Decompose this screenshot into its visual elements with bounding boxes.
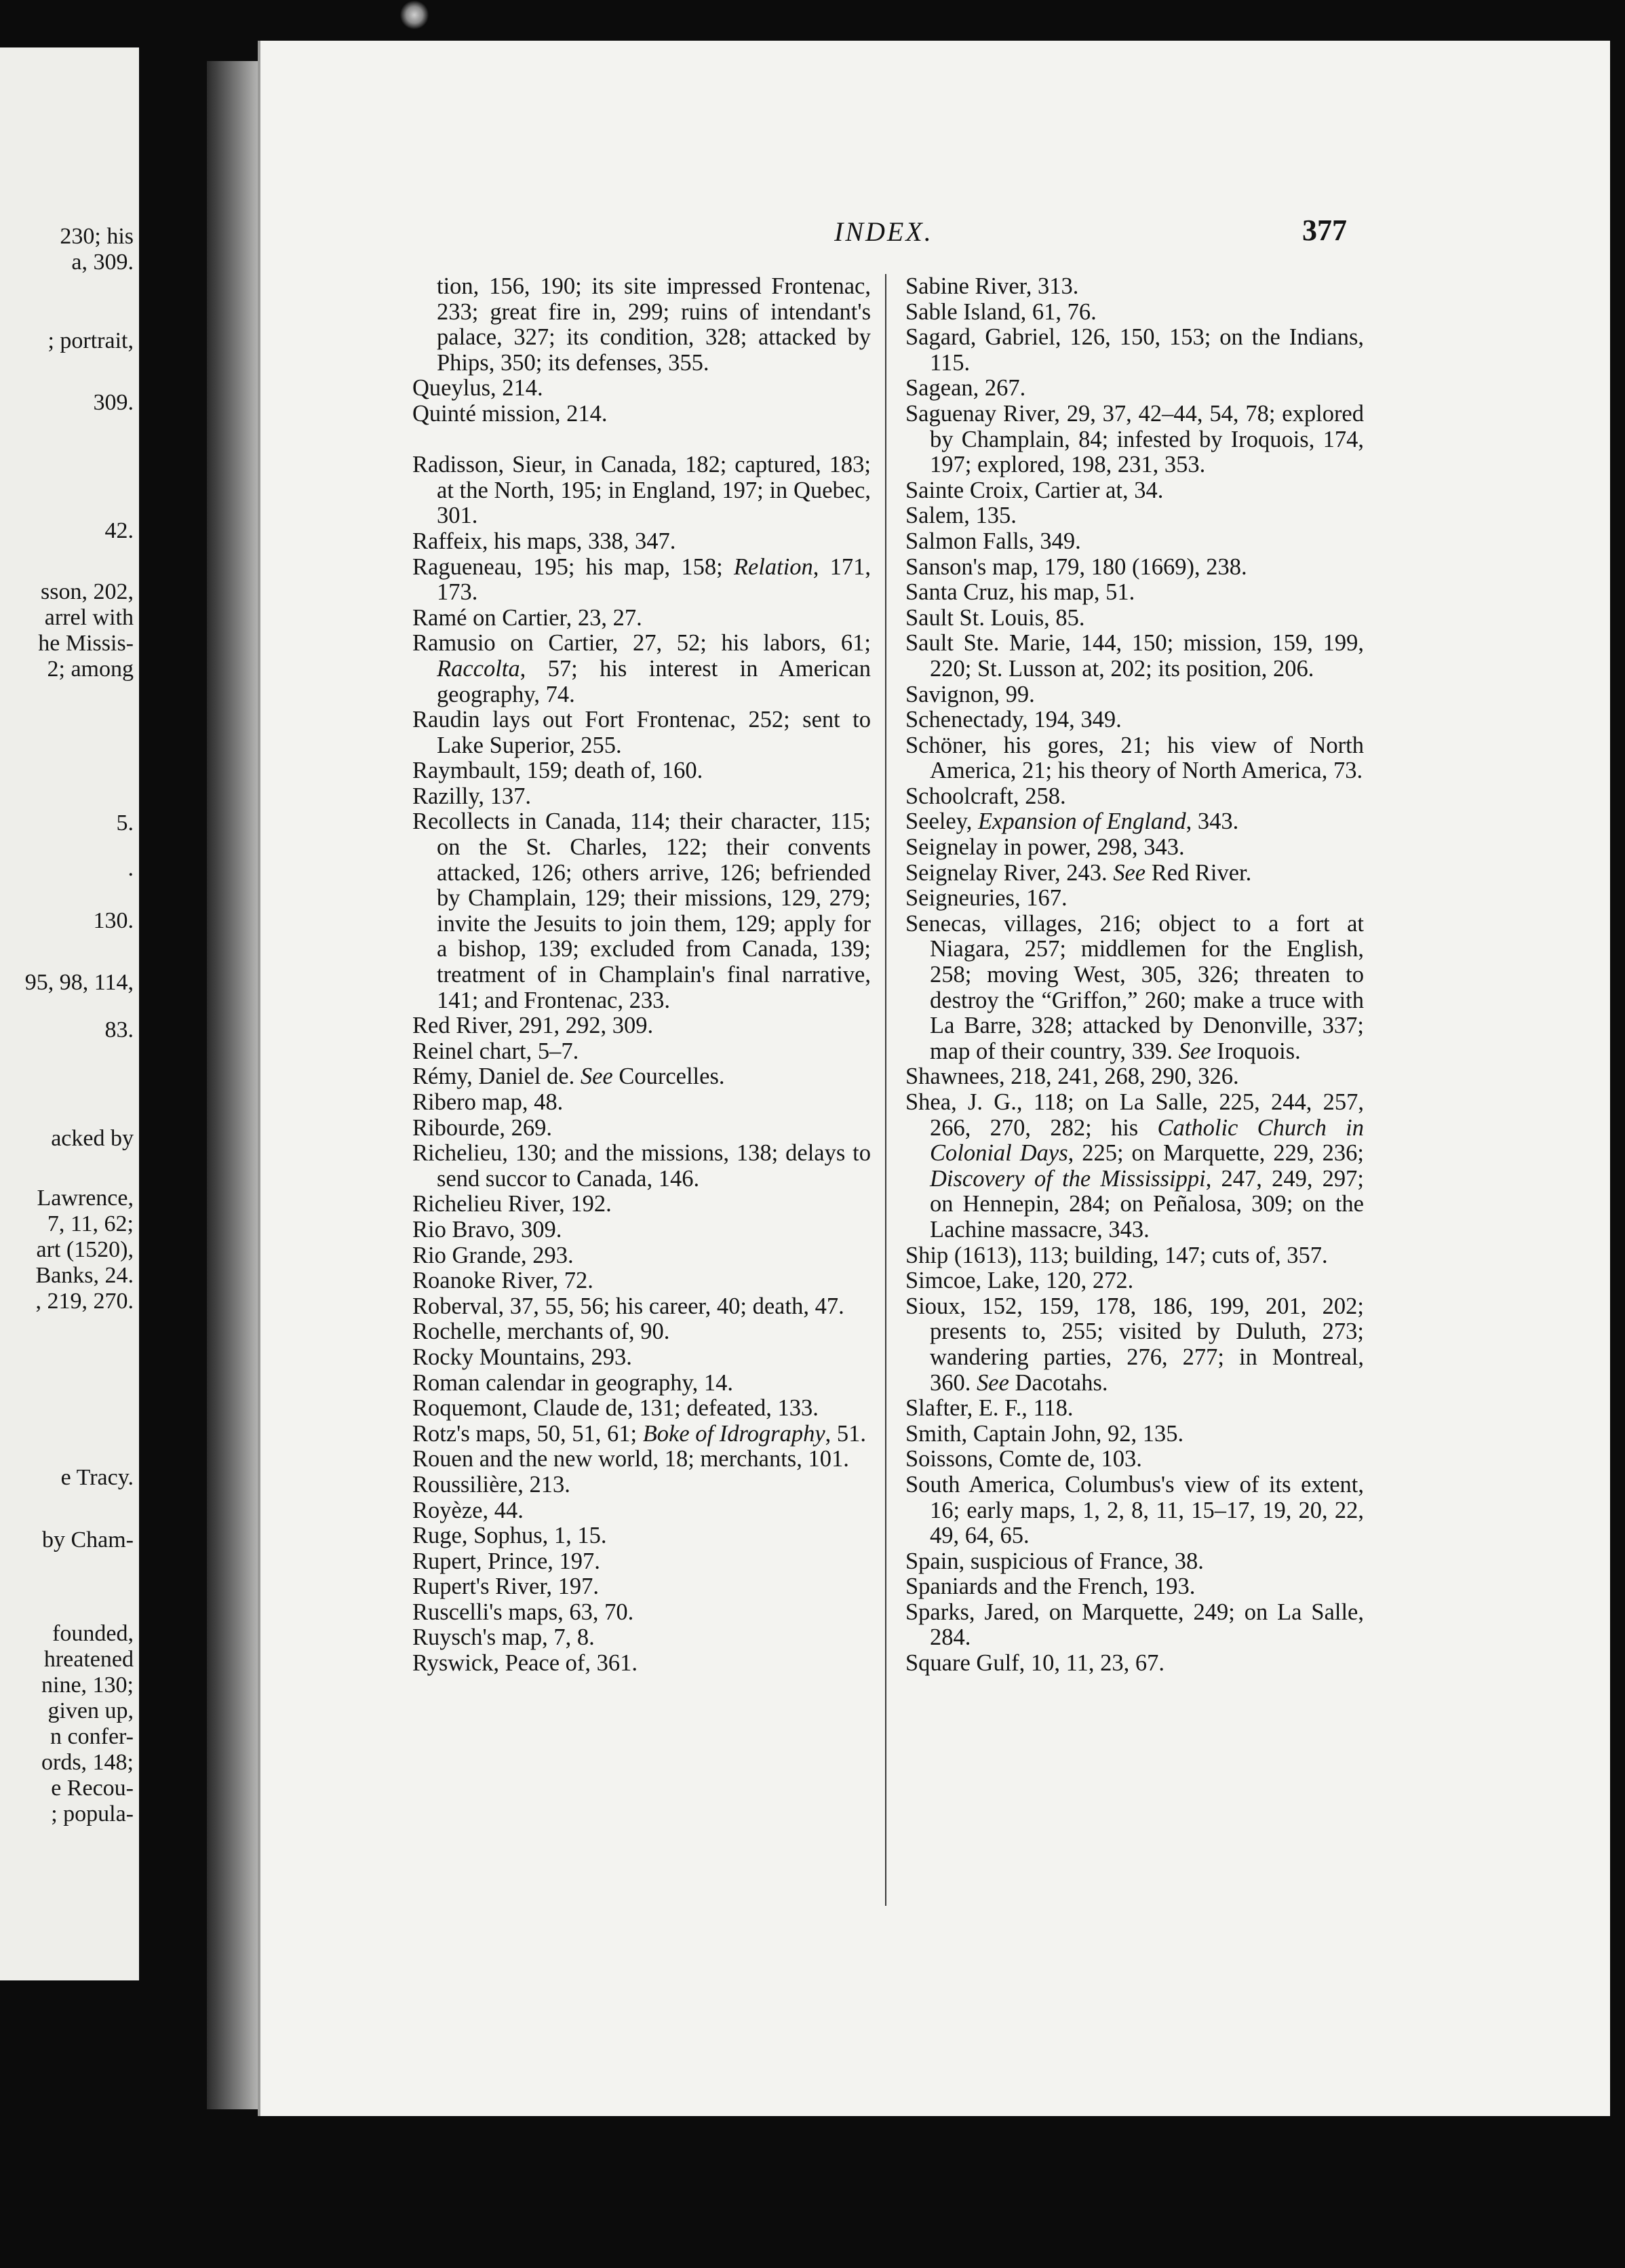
facing-page-fragment: he Missis- <box>38 631 134 656</box>
index-entry: Roanoke River, 72. <box>412 1268 593 1294</box>
index-entry: Schoolcraft, 258. <box>905 783 1066 809</box>
index-entry: Rouen and the new world, 18; merchants, 101. <box>412 1446 849 1472</box>
facing-page-fragment: 2; among <box>47 657 134 682</box>
index-entry: Sault Ste. Marie, 144, 150; mission, 159, 199, 220; St. Lusson at, 202; its position, 206. <box>905 630 1364 682</box>
dust-speck <box>400 0 429 30</box>
index-column-right <box>905 274 1364 1677</box>
index-entry: Salmon Falls, 349. <box>905 528 1081 554</box>
facing-page-fragment: ; popula- <box>51 1801 134 1826</box>
index-entry: Roquemont, Claude de, 131; defeated, 133. <box>412 1395 819 1422</box>
index-entry: Queylus, 214. <box>412 375 543 402</box>
facing-page-fragment: sson, 202, <box>41 579 134 604</box>
index-entry: Roberval, 37, 55, 56; his career, 40; death, 47. <box>412 1293 844 1319</box>
facing-page-fragment: 95, 98, 114, <box>24 970 134 995</box>
index-entry: Salem, 135. <box>905 503 1017 529</box>
facing-page-fragment: n confer- <box>50 1724 134 1749</box>
index-entry: Seignelay in power, 298, 343. <box>905 834 1185 861</box>
facing-page-fragment: . <box>128 856 134 881</box>
index-entry: Rocky Mountains, 293. <box>412 1344 632 1370</box>
index-entry: Sagean, 267. <box>905 375 1026 402</box>
index-entry: Seignelay River, 243. See Red River. <box>905 859 1252 886</box>
index-entry: Radisson, Sieur, in Canada, 182; captured, 183; at the North, 195; in England, 197; in Quebec, 301. <box>412 452 871 529</box>
index-entry: Roman calendar in geography, 14. <box>412 1369 733 1396</box>
index-entry: Spain, suspicious of France, 38. <box>905 1548 1204 1574</box>
index-entry: Ruge, Sophus, 1, 15. <box>412 1523 607 1549</box>
facing-page-fragment: e Recou- <box>51 1776 134 1801</box>
index-entry: Razilly, 137. <box>412 783 532 809</box>
index-entry: Sable Island, 61, 76. <box>905 298 1097 325</box>
index-entry: Ramusio on Cartier, 27, 52; his labors, 61; Raccolta, 57; his interest in American geography, 74. <box>412 630 871 707</box>
index-entry: Ribero map, 48. <box>412 1089 564 1115</box>
index-entry: Sagard, Gabriel, 126, 150, 153; on the Indians, 115. <box>905 324 1364 376</box>
facing-page-fragment: 83. <box>104 1017 134 1042</box>
index-entry: Ryswick, Peace of, 361. <box>412 1650 638 1677</box>
facing-page-fragment: art (1520), <box>36 1237 134 1262</box>
index-entry: Reinel chart, 5–7. <box>412 1038 579 1064</box>
index-entry: Roussilière, 213. <box>412 1471 570 1498</box>
index-column-left <box>412 274 871 1677</box>
facing-page-fragment: 7, 11, 62; <box>47 1211 134 1236</box>
index-entry: Shawnees, 218, 241, 268, 290, 326. <box>905 1063 1239 1090</box>
index-entry: Richelieu River, 192. <box>412 1191 612 1217</box>
facing-page-fragment: Lawrence, <box>37 1186 134 1211</box>
index-entry: Recollects in Canada, 114; their character, 115; on the St. Charles, 122; their convents attacked, 126; others arrive, 126; befriended by Champlain, 129; their missions, 129, 279; invite the Jesuits to join them, 129; apply for a bishop, 139; excluded from Canada, 139; treatment of in Champlain's final narrative, 141; and Frontenac, 233. <box>412 808 871 1013</box>
running-head: INDEX. <box>834 216 933 247</box>
index-entry: Square Gulf, 10, 11, 23, 67. <box>905 1650 1165 1677</box>
index-entry: Senecas, villages, 216; object to a fort at Niagara, 257; middlemen for the English, 258; moving West, 305, 326; threaten to destroy the “Griffon,” 260; make a truce with La Barre, 328; attacked by Denonville, 337; map of their country, 339. See Iroquois. <box>905 910 1364 1064</box>
index-entry: Ruscelli's maps, 63, 70. <box>412 1599 634 1625</box>
page-number: 377 <box>1302 214 1347 247</box>
index-entry: Rupert, Prince, 197. <box>412 1548 600 1574</box>
index-entry: Ruysch's map, 7, 8. <box>412 1624 595 1651</box>
index-entry: Ramé on Cartier, 23, 27. <box>412 604 642 631</box>
index-entry: Spaniards and the French, 193. <box>905 1573 1196 1600</box>
facing-page-fragment: 230; his <box>60 224 134 249</box>
facing-page-fragment: a, 309. <box>71 250 134 275</box>
index-entry: Schöner, his gores, 21; his view of North America, 21; his theory of North America, 73. <box>905 732 1364 784</box>
index-entry: Soissons, Comte de, 103. <box>905 1446 1142 1472</box>
letter-gap <box>412 427 871 453</box>
index-entry: Saguenay River, 29, 37, 42–44, 54, 78; explored by Champlain, 84; infested by Iroquois, 174, 197; explored, 198, 231, 353. <box>905 400 1364 478</box>
facing-page-fragment: by Cham- <box>41 1527 134 1552</box>
index-entry: Red River, 291, 292, 309. <box>412 1013 654 1039</box>
index-entry: Raudin lays out Fort Frontenac, 252; sent to Lake Superior, 255. <box>412 707 871 758</box>
index-entry: Sainte Croix, Cartier at, 34. <box>905 477 1164 503</box>
facing-page-fragment: 309. <box>93 390 134 415</box>
index-entry: Ragueneau, 195; his map, 158; Relation, 171, 173. <box>412 553 872 606</box>
index-entry: Sparks, Jared, on Marquette, 249; on La Salle, 284. <box>905 1599 1364 1651</box>
index-entry: Schenectady, 194, 349. <box>905 707 1122 733</box>
facing-page-fragment: nine, 130; <box>41 1673 134 1698</box>
index-entry: Rochelle, merchants of, 90. <box>412 1318 670 1345</box>
facing-page-fragment: 5. <box>116 810 134 836</box>
index-entry: tion, 156, 190; its site impressed Frontenac, 233; great fire in, 299; ruins of intendant's palace, 327; its condition, 328; attacked by Phips, 350; its defenses, 355. <box>437 273 871 376</box>
facing-page-fragment: acked by <box>51 1126 134 1151</box>
index-entry: Sanson's map, 179, 180 (1669), 238. <box>905 553 1247 580</box>
index-entry: Savignon, 99. <box>905 681 1035 707</box>
index-entry: Smith, Captain John, 92, 135. <box>905 1420 1184 1447</box>
index-entry: Santa Cruz, his map, 51. <box>905 579 1135 606</box>
facing-page-fragment: ords, 148; <box>41 1750 134 1775</box>
page-spine-shadow <box>207 61 261 2109</box>
facing-page-fragment: , 219, 270. <box>35 1289 134 1314</box>
index-entry: Rotz's maps, 50, 51, 61; Boke of Idrography, 51. <box>412 1420 867 1447</box>
index-entry: Shea, J. G., 118; on La Salle, 225, 244, 257, 266, 270, 282; his Catholic Church in Colonial Days, 225; on Marquette, 229, 236; Discovery of the Mississippi, 247, 249, 297; on Hennepin, 284; on Peñalosa, 309; on the Lachine massacre, 343. <box>905 1089 1365 1243</box>
column-rule <box>885 274 886 1906</box>
index-entry: Sault St. Louis, 85. <box>905 604 1085 631</box>
facing-page-edge <box>0 47 139 1980</box>
index-entry: Seeley, Expansion of England, 343. <box>905 808 1239 835</box>
index-entry: Raymbault, 159; death of, 160. <box>412 758 703 784</box>
index-entry: South America, Columbus's view of its extent, 16; early maps, 1, 2, 8, 11, 15–17, 19, 20, 22, 49, 64, 65. <box>905 1471 1364 1549</box>
index-entry: Rio Bravo, 309. <box>412 1216 562 1243</box>
index-entry: Sabine River, 313. <box>905 273 1079 299</box>
index-entry: Raffeix, his maps, 338, 347. <box>412 528 676 554</box>
facing-page-fragment: Banks, 24. <box>35 1263 134 1288</box>
facing-page-fragment: e Tracy. <box>60 1465 134 1490</box>
facing-page-fragment: ; portrait, <box>47 328 134 353</box>
facing-page-fragment: 130. <box>93 908 134 933</box>
facing-page-fragment: arrel with <box>44 605 134 630</box>
facing-page-fragment: given up, <box>47 1698 134 1723</box>
index-entry: Sioux, 152, 159, 178, 186, 199, 201, 202; presents to, 255; visited by Duluth, 273; wandering parties, 276, 277; in Montreal, 360. See Dacotahs. <box>905 1293 1364 1396</box>
index-entry: Ship (1613), 113; building, 147; cuts of, 357. <box>905 1242 1328 1268</box>
facing-page-fragment: hreatened <box>43 1647 134 1672</box>
index-entry: Ribourde, 269. <box>412 1114 553 1141</box>
index-entry: Rio Grande, 293. <box>412 1242 574 1268</box>
index-entry: Richelieu, 130; and the missions, 138; delays to send succor to Canada, 146. <box>412 1140 871 1192</box>
index-entry: Rémy, Daniel de. See Courcelles. <box>412 1063 725 1090</box>
index-entry: Seigneuries, 167. <box>905 885 1068 912</box>
index-entry: Slafter, E. F., 118. <box>905 1395 1074 1422</box>
facing-page-fragment: 42. <box>104 518 134 543</box>
index-entry: Royèze, 44. <box>412 1497 524 1523</box>
index-entry: Simcoe, Lake, 120, 272. <box>905 1268 1134 1294</box>
index-entry: Rupert's River, 197. <box>412 1573 600 1600</box>
index-entry: Quinté mission, 214. <box>412 400 608 427</box>
facing-page-fragment: founded, <box>52 1621 134 1646</box>
